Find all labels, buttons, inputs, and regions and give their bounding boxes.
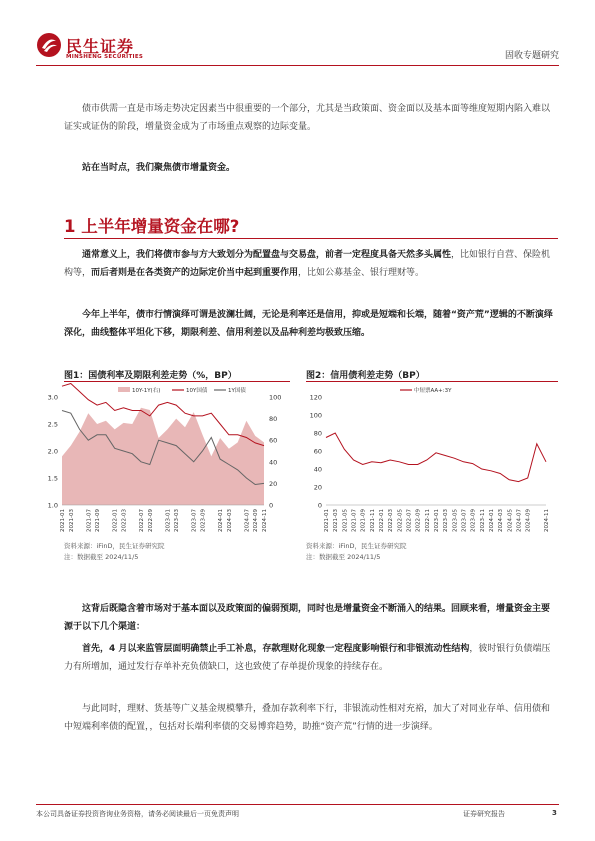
y-right-tick-label: 0 <box>269 501 274 510</box>
x-tick-label: 2022-09 <box>147 509 154 532</box>
after-paragraph-3 <box>64 700 558 737</box>
logo-text-cn: 民生证券 <box>66 37 135 56</box>
figure1-source <box>64 541 165 563</box>
intro-highlight <box>64 159 558 177</box>
x-tick-label: 2024-11 <box>544 509 550 532</box>
figure1-note-text: 注：数据截至 2024/11/5 <box>64 553 139 561</box>
x-tick-label: 2024-01 <box>218 509 225 532</box>
series-area-10y-1y <box>62 408 264 505</box>
x-tick-label: 2021-01 <box>60 509 66 532</box>
figure2-source-text: 资料来源：iFinD，民生证券研究院 <box>306 542 407 550</box>
x-tick-label: 2021-11 <box>369 509 376 532</box>
figure2-title: 图2：信用债利差走势（BP） <box>306 371 425 381</box>
y-tick-label: 120 <box>309 393 322 402</box>
legend-label-aa-plus-3y: 中短票AA+:3Y <box>414 388 452 394</box>
x-tick-label: 2024-07 <box>516 509 523 532</box>
figure2-chart <box>296 383 558 540</box>
x-tick-label: 2022-01 <box>379 509 385 532</box>
y-left-tick-label: 1.5 <box>47 474 58 483</box>
x-tick-label: 2021-01 <box>324 509 330 532</box>
intro-paragraph <box>64 100 558 137</box>
minsheng-logo-icon <box>36 32 62 58</box>
page-header <box>36 30 559 70</box>
footer-divider <box>36 804 559 805</box>
x-tick-label: 2024-03 <box>226 509 233 532</box>
x-tick-label: 2022-07 <box>139 509 146 532</box>
after-p2-plain: ，彼时银行负债端压力有所增加，通过发行存单补充负债缺口，这也致使了存单提价现象的持续存在。 <box>64 644 551 673</box>
x-tick-label: 2022-07 <box>406 509 413 532</box>
page-number: 3 <box>552 809 557 817</box>
y-tick-label: 80 <box>313 429 322 438</box>
x-tick-label: 2024-09 <box>253 509 260 532</box>
x-tick-label: 2023-03 <box>174 509 181 532</box>
y-tick-label: 60 <box>313 447 322 456</box>
intro-highlight-text: 站在当时点，我们聚焦债市增量资金。 <box>82 163 236 173</box>
section1-paragraph-2 <box>64 306 558 343</box>
legend-label-10y: 10Y国债 <box>186 388 208 394</box>
x-tick-label: 2024-03 <box>498 509 505 532</box>
x-tick-label: 2021-03 <box>333 509 340 532</box>
x-tick-label: 2021-03 <box>68 509 75 532</box>
after-paragraph-2 <box>64 640 558 677</box>
x-tick-label: 2024-11 <box>262 509 268 532</box>
y-right-tick-label: 80 <box>269 415 278 424</box>
legend-label-1y: 1Y国债 <box>228 388 246 394</box>
x-tick-label: 2022-01 <box>112 509 119 532</box>
figure2-source <box>306 541 407 563</box>
x-tick-label: 2023-09 <box>470 509 477 532</box>
footer-disclaimer: 本公司具备证券投资咨询业务资格，请务必阅读最后一页免责声明 <box>36 810 239 818</box>
figure1-rule <box>64 381 290 382</box>
x-tick-label: 2024-01 <box>489 509 495 532</box>
x-tick-label: 2023-09 <box>200 509 207 532</box>
legend-label-10y-1y: 10Y-1Y(右) <box>132 388 161 394</box>
x-tick-label: 2022-09 <box>415 509 422 532</box>
report-section-label: 固收专题研究 <box>504 51 559 61</box>
y-right-tick-label: 40 <box>269 458 278 467</box>
x-tick-label: 2022-03 <box>121 509 128 532</box>
section-divider <box>64 238 558 239</box>
section1-p1-plain-a: ，比如银行自营、保险机构等， <box>64 250 551 279</box>
logo-text-en: MINSHENG SECURITIES <box>66 54 144 60</box>
x-tick-label: 2024-07 <box>244 509 251 532</box>
x-tick-label: 2024-09 <box>525 509 532 532</box>
x-tick-label: 2023-03 <box>443 509 450 532</box>
figure1-source-text: 资料来源：iFinD，民生证券研究院 <box>64 542 165 550</box>
section1-p1-plain-b: ，比如公募基金、银行理财等。 <box>298 268 425 279</box>
x-tick-label: 2023-05 <box>452 509 459 532</box>
x-tick-label: 2022-05 <box>397 509 404 532</box>
after-p2-bold: 首先，4 月以来监管层面明确禁止手工补息，存款理财化现象一定程度影响银行和非银流动性结构 <box>82 644 470 654</box>
section1-p2-text: 今年上半年，债市行情演绎可谓是波澜壮阔，无论是利率还是信用，抑或是短端和长端，随着“资产荒”逻辑的不断演绎深化，曲线整体平坦化下移，期限利差、信用利差以及品种利差均极致压缩。 <box>64 310 553 339</box>
x-tick-label: 2023-11 <box>479 509 486 532</box>
y-left-tick-label: 2.5 <box>47 420 58 429</box>
footer-report-type: 证券研究报告 <box>463 810 505 818</box>
x-tick-label: 2022-11 <box>424 509 431 532</box>
x-tick-label: 2022-03 <box>388 509 395 532</box>
series-line-aa-plus-3y <box>326 433 546 482</box>
y-tick-label: 100 <box>309 411 322 420</box>
after-p1-text: 这背后既隐含着市场对于基本面以及政策面的偏弱预期，同时也是增量资金不断涌入的结果。回顾来看，增量资金主要源于以下几个渠道： <box>64 604 551 633</box>
y-tick-label: 20 <box>313 483 322 492</box>
figure2-rule <box>306 381 558 382</box>
x-tick-label: 2023-07 <box>461 509 468 532</box>
y-tick-label: 40 <box>313 465 322 474</box>
y-left-tick-label: 3.0 <box>47 393 58 402</box>
legend-swatch-10y-1y <box>118 387 130 392</box>
x-tick-label: 2021-09 <box>360 509 367 532</box>
x-tick-label: 2023-07 <box>191 509 198 532</box>
x-tick-label: 2023-01 <box>165 509 172 532</box>
x-tick-label: 2021-07 <box>351 509 358 532</box>
figure1-chart <box>40 383 302 540</box>
y-right-tick-label: 100 <box>269 393 282 402</box>
x-tick-label: 2021-07 <box>86 509 93 532</box>
y-right-tick-label: 60 <box>269 436 278 445</box>
section1-paragraph-1 <box>64 246 558 283</box>
figure2-note-text: 注：数据截至 2024/11/5 <box>306 553 381 561</box>
y-right-tick-label: 20 <box>269 479 278 488</box>
figure1-title: 图1：国债利率及期限利差走势（%，BP） <box>64 371 237 381</box>
section1-p1-bold-a: 通常意义上，我们将债市参与方大致划分为配置盘与交易盘，前者一定程度具备天然多头属性 <box>82 250 452 260</box>
section1-p1-bold-b: 而后者则是在各类资产的边际定价当中起到重要作用 <box>91 268 299 279</box>
header-divider <box>36 65 559 66</box>
x-tick-label: 2023-01 <box>434 509 440 532</box>
x-tick-label: 2021-09 <box>95 509 102 532</box>
after-paragraph-1 <box>64 600 558 637</box>
intro-text: 债市供需一直是市场走势决定因素当中很重要的一个部分，尤其是当政策面、资金面以及基本面等维度短期内陷入难以证实或证伪的阶段，增量资金成为了市场重点观察的边际变量。 <box>64 104 551 133</box>
y-left-tick-label: 2.0 <box>47 447 58 456</box>
after-p3-text: 与此同时，理财、货基等广义基金规模攀升，叠加存款利率下行，非银流动性相对充裕，加大了对同业存单、信用债和中短端利率债的配置，，包括对长端利率债的交易博弈趋势，助推“资产荒”行情的进一步演绎。 <box>64 704 551 733</box>
y-tick-label: 0 <box>317 501 322 510</box>
y-left-tick-label: 1.0 <box>47 501 58 510</box>
x-tick-label: 2021-05 <box>342 509 349 532</box>
x-tick-label: 2024-05 <box>507 509 514 532</box>
section-heading: 1 上半年增量资金在哪? <box>64 217 240 236</box>
